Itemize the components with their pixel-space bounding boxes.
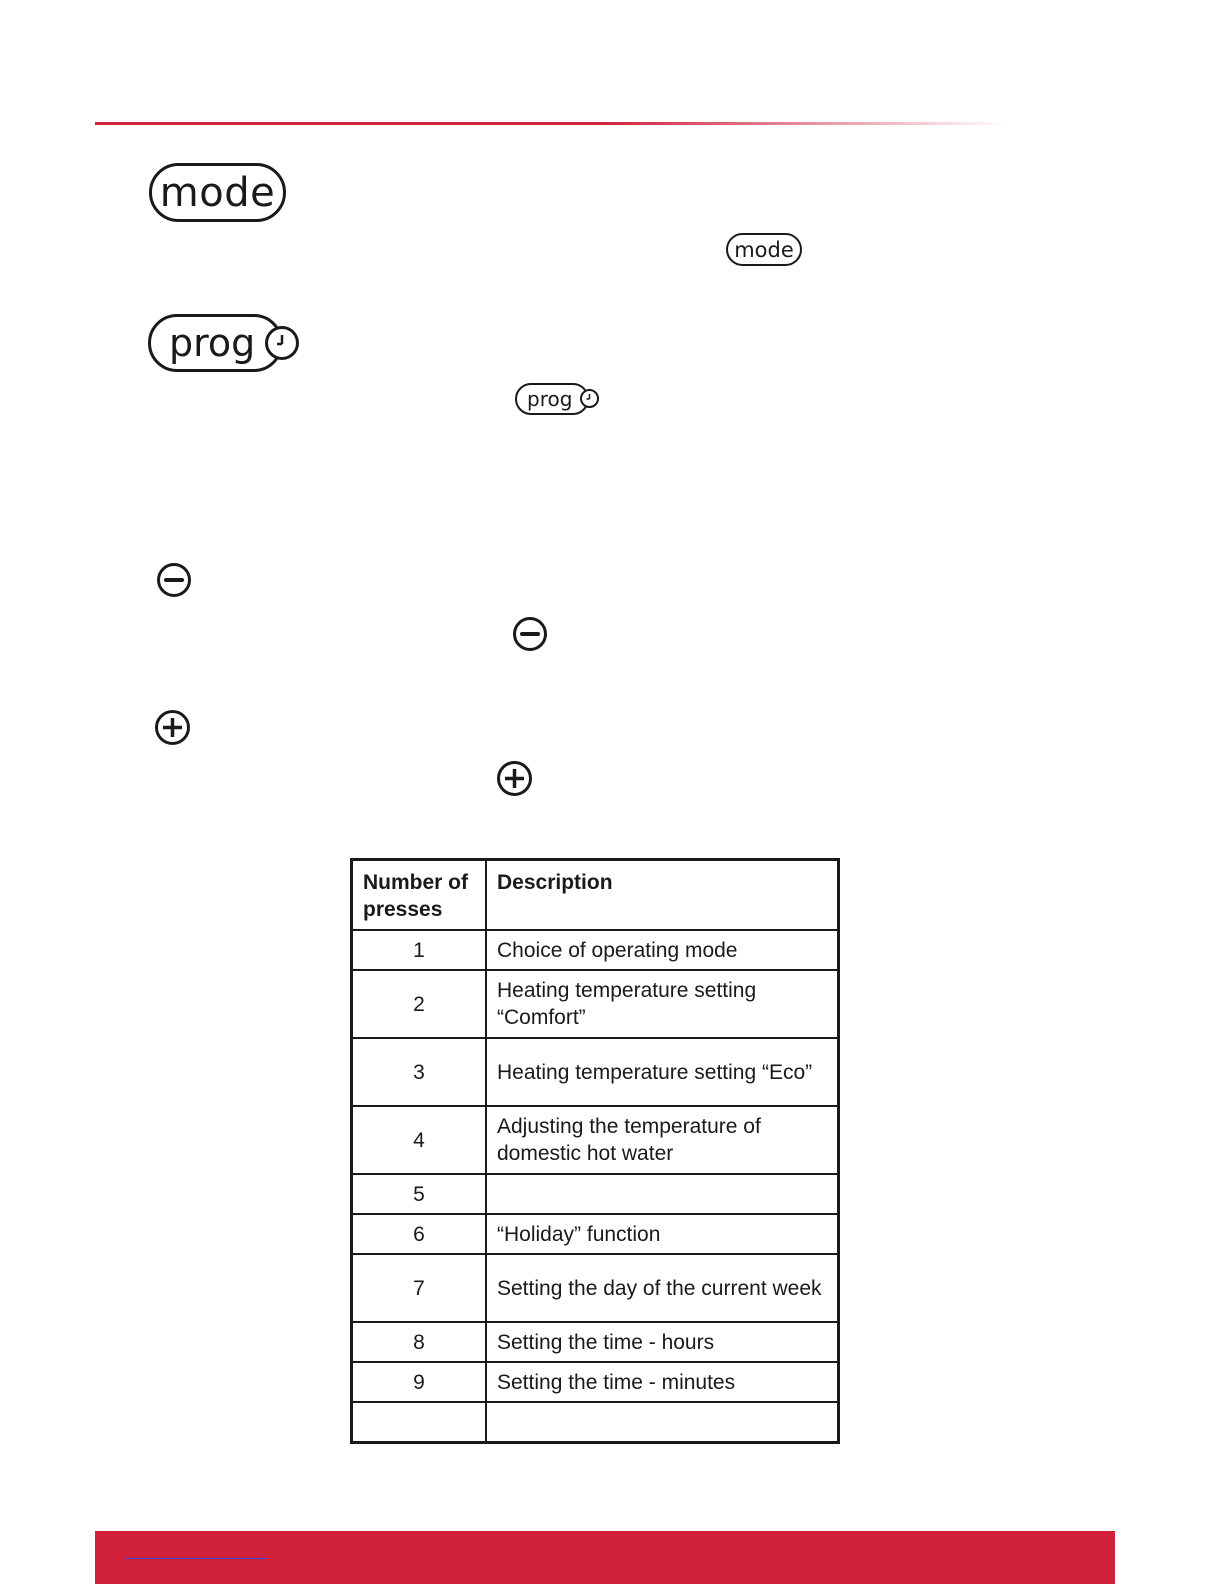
press-number: 5: [352, 1174, 487, 1214]
table-row: [352, 1362, 839, 1402]
press-description: Adjusting the temperature of domestic hot water: [486, 1106, 839, 1174]
clock-icon: [265, 326, 299, 360]
table-row: [352, 1038, 839, 1106]
prog-button-inline-label: prog: [527, 387, 573, 411]
press-description: Heating temperature setting “Eco”: [486, 1038, 839, 1106]
table-row: [352, 970, 839, 1038]
table-row: [352, 1254, 839, 1322]
press-description: Setting the time - minutes: [486, 1362, 839, 1402]
table-row: [352, 1402, 839, 1443]
minus-circle-icon: [156, 562, 192, 598]
press-number: 1: [352, 930, 487, 970]
prog-button-large: [148, 314, 283, 372]
prog-button-label: prog: [169, 321, 256, 365]
mode-button-inline: [726, 233, 802, 266]
press-description: Setting the day of the current week: [486, 1254, 839, 1322]
press-number: 7: [352, 1254, 487, 1322]
plus-circle-icon: [496, 760, 533, 797]
press-description: [486, 1402, 839, 1443]
mode-presses-table: [350, 858, 840, 1444]
minus-circle-icon: [512, 616, 548, 652]
press-description: “Holiday” function: [486, 1214, 839, 1254]
press-number: 3: [352, 1038, 487, 1106]
press-number: 8: [352, 1322, 487, 1362]
table-row: [352, 1214, 839, 1254]
clock-icon: [580, 389, 599, 408]
press-description: Choice of operating mode: [486, 930, 839, 970]
header-description: Description: [486, 860, 839, 931]
press-number: 4: [352, 1106, 487, 1174]
press-number: 2: [352, 970, 487, 1038]
press-description: [486, 1174, 839, 1214]
footer-link-underline[interactable]: [125, 1558, 267, 1559]
table-header-row: [352, 860, 839, 931]
plus-circle-icon: [154, 709, 191, 746]
press-number: 9: [352, 1362, 487, 1402]
mode-button-inline-label: mode: [734, 237, 794, 262]
mode-button-large: [149, 163, 286, 222]
press-description: Setting the time - hours: [486, 1322, 839, 1362]
table-row: [352, 930, 839, 970]
table-row: [352, 1174, 839, 1214]
header-number-of-presses: Number of presses: [352, 860, 487, 931]
press-number: 6: [352, 1214, 487, 1254]
table-row: [352, 1322, 839, 1362]
press-number: [352, 1402, 487, 1443]
header-rule: [95, 122, 1010, 125]
mode-button-label: mode: [159, 169, 276, 216]
press-description: Heating temperature setting “Comfort”: [486, 970, 839, 1038]
prog-button-inline: [515, 383, 589, 415]
table-row: [352, 1106, 839, 1174]
